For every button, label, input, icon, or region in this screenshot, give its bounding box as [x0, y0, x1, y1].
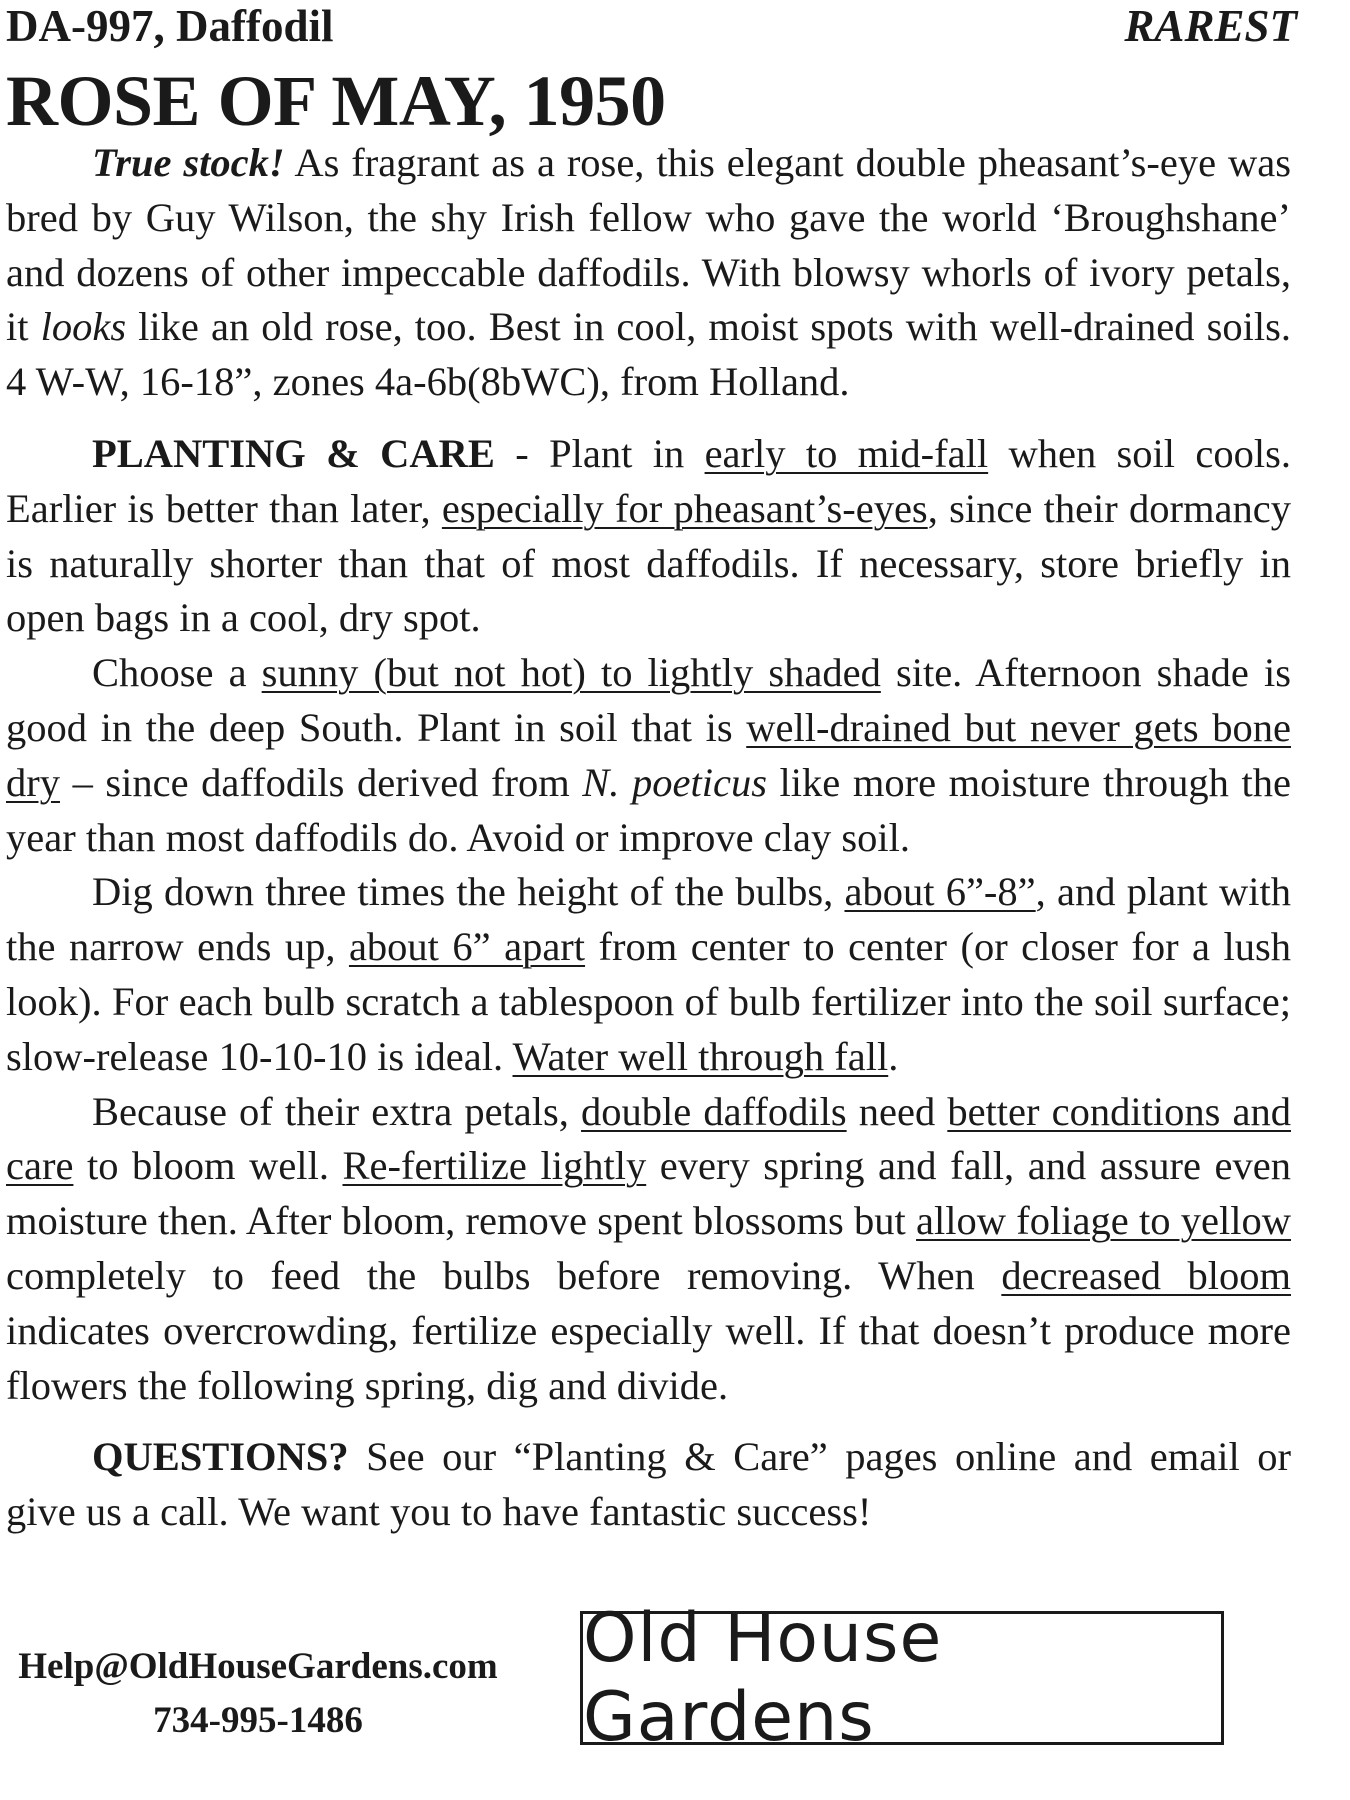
dig-paragraph: Dig down three times the height of the bulbs, about 6”-8”, and plant with the narrow ends up, about 6” apart from center to center (or closer for a lush look). For each bulb scratch a tablespoon of bulb fertilizer into the soil surface; slow-release 10-10-10 is ideal. Water well through fall. [6, 869, 1291, 1079]
product-code: DA-997, Daffodil [6, 1, 334, 51]
site-paragraph: Choose a sunny (but not hot) to lightly shaded site. Afternoon shade is good in the deep South. Plant in soil that is well-drained but never gets bone dry – since daffodils derived from N. poeticus like more moisture through the year than most daffodils do. Avoid or improve clay soil. [6, 650, 1291, 860]
planting-heading: PLANTING & CARE [92, 430, 495, 476]
rarity-label: RAREST [1124, 1, 1297, 51]
brand-logo-text: Old House Gardens [583, 1599, 943, 1757]
description-body [6, 136, 1291, 1540]
contact-block [0, 1640, 516, 1748]
brand-logo [580, 1599, 1224, 1757]
planting-paragraph: PLANTING & CARE - Plant in early to mid-fall when soil cools. Earlier is better than later, especially for pheasant’s-eyes, since their dormancy is naturally shorter than that of most daffodils. If necessary, store briefly in open bags in a cool, dry spot. [6, 430, 1292, 641]
double-daffodils-paragraph: Because of their extra petals, double daffodils need better conditions and care to bloom well. Re-fertilize lightly every spring and fall, and assure even moisture then. After bloom, remove spent blossoms but allow foliage to yellow completely to feed the bulbs before removing. When decreased bloom indicates overcrowding, fertilize especially well. If that doesn’t produce more flowers the following spring, dig and divide. [6, 1088, 1291, 1408]
intro-paragraph: True stock! As fragrant as a rose, this elegant double pheasant’s-eye was bred by Guy Wilson, the shy Irish fellow who gave the world ‘Broughshane’ and dozens of other impeccable daffodils. With blowsy whorls of ivory petals, it looks like an old rose, too. Best in cool, moist spots with well-drained soils. 4 W-W, 16-18”, zones 4a-6b(8bWC), from Holland. [6, 140, 1291, 405]
product-title: ROSE OF MAY, 1950 [6, 61, 666, 141]
contact-phone: 734-995-1486 [153, 1700, 363, 1741]
questions-heading: QUESTIONS? [92, 1434, 349, 1480]
contact-email[interactable]: Help@OldHouseGardens.com [18, 1646, 498, 1687]
intro-lead: True stock! [92, 140, 285, 185]
questions-paragraph: QUESTIONS? See our “Planting & Care” pages online and email or give us a call. We want you to have fantastic success! [6, 1434, 1291, 1535]
